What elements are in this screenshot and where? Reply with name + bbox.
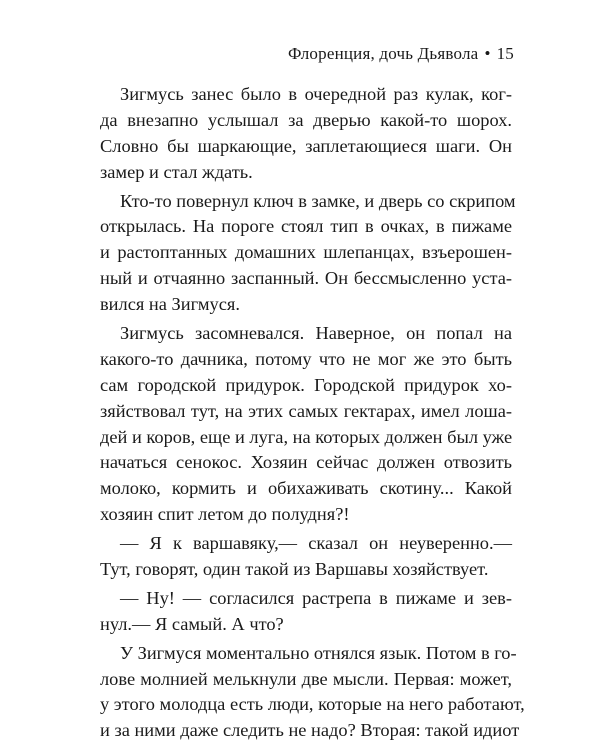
- page-number: 15: [496, 44, 514, 63]
- text-line: начаться сенокос. Хозяин сейчас должен отвозить: [100, 452, 512, 473]
- running-head-title: Флоренция, дочь Дьявола: [287, 44, 479, 63]
- text-line: — Я к варшавяку,— сказал он неуверенно.—: [120, 533, 512, 554]
- text-line: дей и коров, еще и луга, на которых должен был уже: [100, 426, 513, 447]
- running-head-separator: •: [484, 44, 491, 63]
- text-line: вился на Зигмуся.: [100, 294, 240, 315]
- text-line: открылась. На пороге стоял тип в очках, в пижаме: [100, 216, 512, 237]
- text-line: и растоптанных домашних шлепанцах, взъерошен-: [100, 242, 512, 263]
- text-line: нул.— Я самый. А что?: [100, 613, 284, 634]
- text-line: ный и отчаянно заспанный. Он бессмысленно уста-: [100, 268, 512, 289]
- text-line: Тут, говорят, один такой из Варшавы хозяйствует.: [100, 559, 489, 580]
- text-line: Зигмусь засомневался. Наверное, он попал на: [120, 323, 512, 344]
- body-text: [100, 82, 525, 744]
- text-line: да внезапно услышал за дверью какой-то шорох.: [100, 109, 512, 130]
- text-line: Зигмусь занес было в очередной раз кулак, ког-: [120, 84, 512, 104]
- text-line: хозяин спит летом до полудня?!: [100, 504, 350, 525]
- text-line: у этого молодца есть люди, которые на него работают,: [100, 694, 525, 715]
- text-line: замер и стал ждать.: [100, 161, 253, 182]
- running-head: [288, 44, 514, 64]
- text-line: молоко, кормить и обихаживать скотину... Какой: [100, 478, 512, 499]
- text-line: и за ними даже следить не надо? Вторая: такой идиот: [100, 720, 520, 741]
- text-line: — Ну! — согласился растрепа в пижаме и зев-: [120, 587, 512, 608]
- text-line: У Зигмуся моментально отнялся язык. Потом в го-: [120, 642, 517, 663]
- text-line: сам городской придурок. Городской придурок хо-: [100, 374, 512, 395]
- text-line: какого-то дачника, потому что не мог же это быть: [100, 348, 512, 369]
- text-line: Кто-то повернул ключ в замке, и дверь со скрипом: [120, 190, 516, 211]
- text-line: Словно бы шаркающие, заплетающиеся шаги. Он: [100, 135, 512, 156]
- text-line: зяйствовал тут, на этих самых гектарах, имел лоша-: [100, 400, 512, 421]
- text-line: лове молнией мелькнули две мысли. Первая: может,: [100, 668, 512, 689]
